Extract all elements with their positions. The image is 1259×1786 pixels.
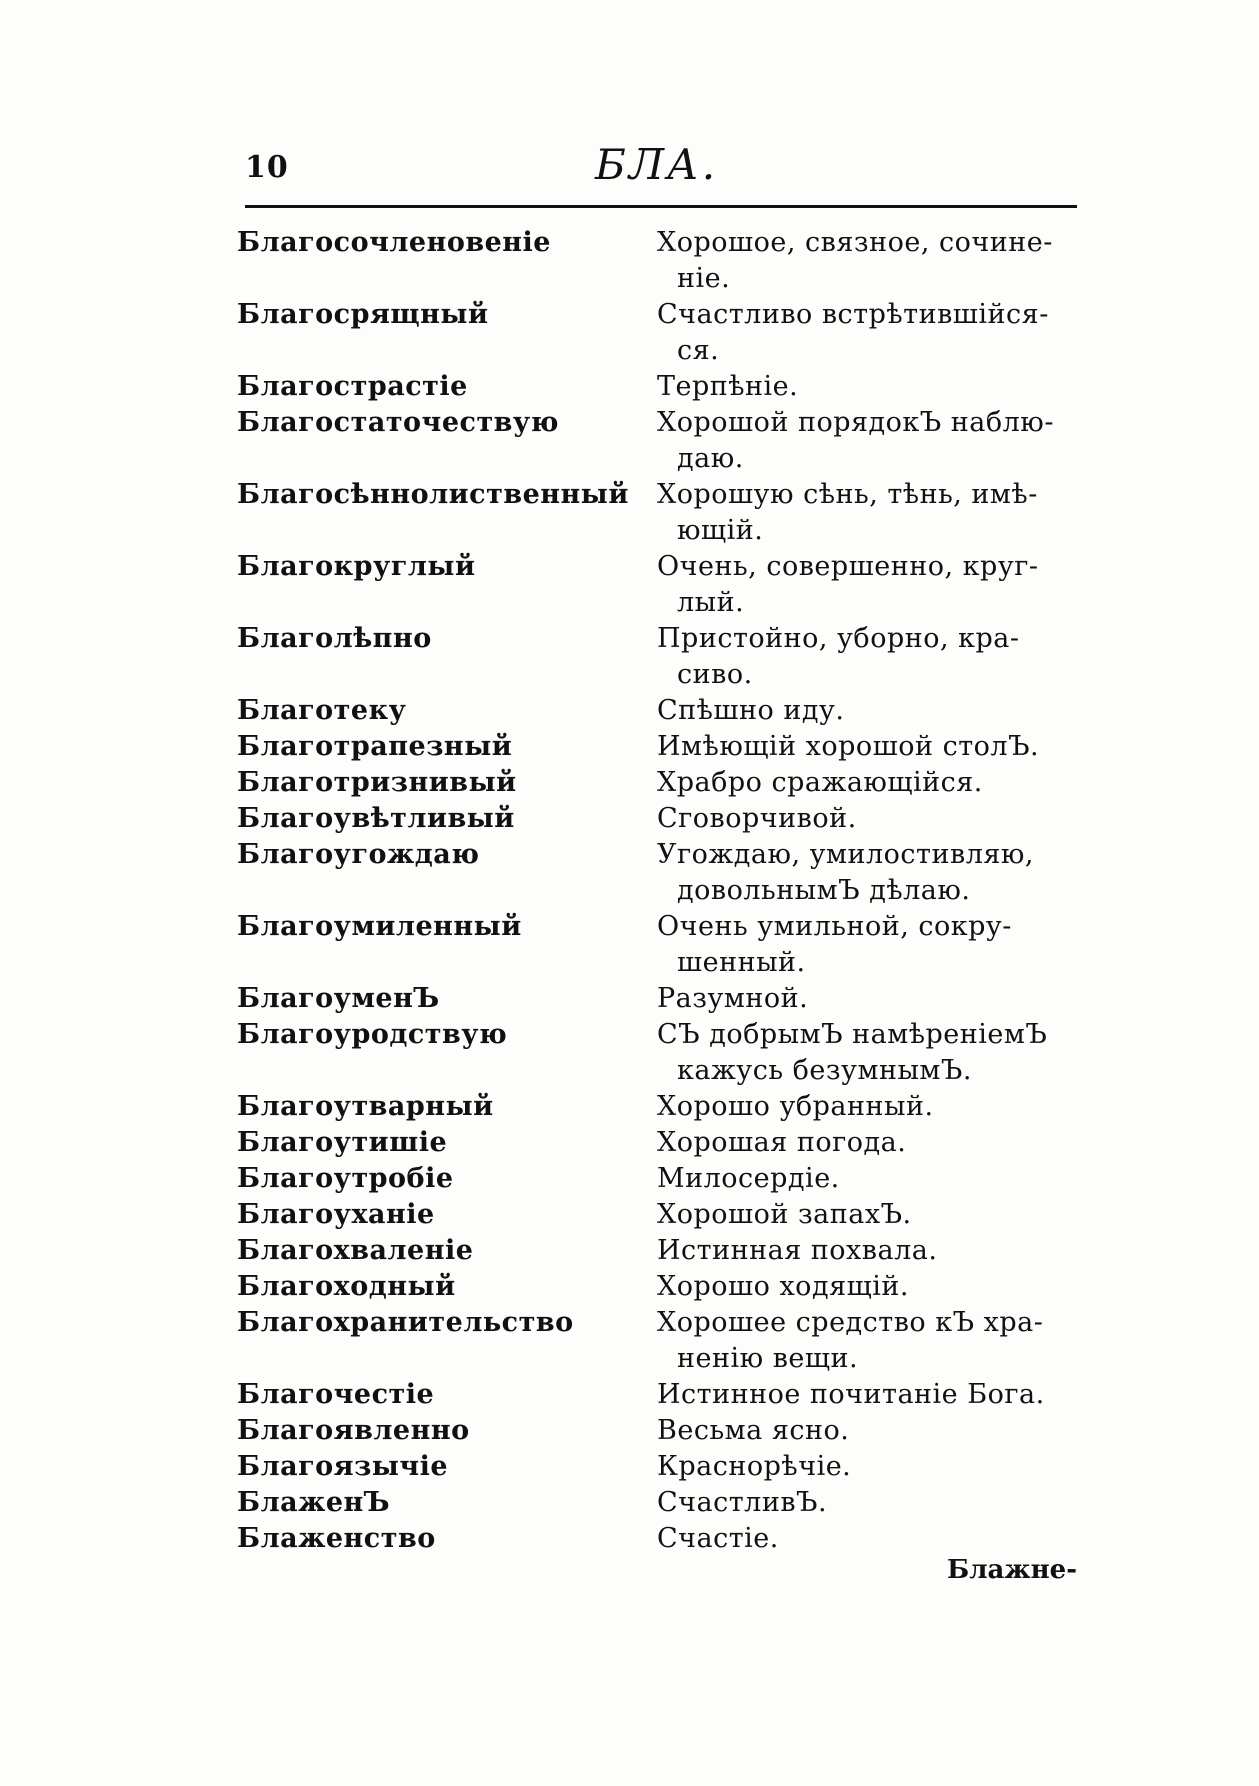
headword: Благосрящный [237,299,489,330]
definition-line: Спѣшно иду. [657,695,845,726]
definition-line: Счастіе. [657,1523,779,1554]
definition-line: Весьма ясно. [657,1415,850,1446]
definition-continuation: шенный. [677,947,806,978]
definition [657,765,1077,801]
headword: Блаженство [237,1523,436,1554]
dictionary-entry [237,1125,1077,1161]
definition [657,837,1077,909]
definition [657,1485,1077,1521]
definition-line: Очень, совершенно, круг- [657,551,1039,582]
dictionary-entry [237,765,1077,801]
definition [657,1089,1077,1125]
definition [657,1197,1077,1233]
definition-continuation: даю. [677,443,744,474]
page-number: 10 [245,150,289,185]
definition [657,1017,1077,1089]
definition [657,477,1077,549]
headword: Благочестіе [237,1379,435,1410]
definition [657,693,1077,729]
dictionary-entry [237,1377,1077,1413]
dictionary-entry [237,1269,1077,1305]
headword: Благоугождаю [237,839,480,870]
definition [657,369,1077,405]
definition-line: Пристойно, уборно, кра- [657,623,1020,654]
dictionary-entry [237,477,1077,549]
headword: Благохваленіе [237,1235,474,1266]
definition-continuation: ніе. [677,263,731,294]
headword: Благоуханіе [237,1199,435,1230]
definition [657,1377,1077,1413]
dictionary-entry [237,621,1077,693]
dictionary-entry [237,909,1077,981]
definition-line: Имѣющій хорошой столЪ. [657,731,1040,762]
dictionary-entry [237,693,1077,729]
definition [657,1269,1077,1305]
definition [657,1413,1077,1449]
definition [657,549,1077,621]
dictionary-entry [237,801,1077,837]
dictionary-entry [237,297,1077,369]
definition-continuation: довольнымЪ дѣлаю. [677,875,971,906]
definition-continuation: лый. [677,587,745,618]
definition [657,1521,1077,1557]
definition-line: Истинная похвала. [657,1235,938,1266]
headword: Благосочленовеніе [237,227,551,258]
definition [657,1161,1077,1197]
headword: БлагоуменЪ [237,983,440,1014]
running-head: БЛА. [595,140,719,189]
definition [657,225,1077,297]
dictionary-entry [237,405,1077,477]
dictionary-entry [237,1089,1077,1125]
definition-line: Хорошая погода. [657,1127,907,1158]
headword: Благостаточествую [237,407,559,438]
definition-line: Храбро сражающійся. [657,767,983,798]
dictionary-entry [237,1017,1077,1089]
catchword: Блажне- [946,1555,1077,1585]
headword: Благоуродствую [237,1019,508,1050]
definition-line: Счастливо встрѣтившійся- [657,299,1049,330]
header-rule [245,205,1077,208]
headword: Благоходный [237,1271,456,1302]
headword: БлаженЪ [237,1487,391,1518]
headword: Благосѣннолиственный [237,479,629,510]
definition-continuation: кажусь безумнымЪ. [677,1055,972,1086]
headword: Благохранительство [237,1307,574,1338]
headword: Благотризнивый [237,767,517,798]
headword: Благоутробіе [237,1163,454,1194]
headword: Благоутишіе [237,1127,448,1158]
headword: Благоявленно [237,1415,470,1446]
dictionary-entry [237,1197,1077,1233]
definition [657,909,1077,981]
dictionary-entry [237,1161,1077,1197]
definition-line: Разумной. [657,983,809,1014]
dictionary-entry [237,549,1077,621]
headword: Благотрапезный [237,731,513,762]
dictionary-entry [237,981,1077,1017]
definition-line: Терпѣніе. [657,371,799,402]
definition-continuation: сиво. [677,659,753,690]
dictionary-entry [237,1233,1077,1269]
definition [657,621,1077,693]
definition [657,405,1077,477]
definition-continuation: ненію вещи. [677,1343,859,1374]
definition-line: Хорошее средство кЪ хра- [657,1307,1044,1338]
headword: Благокруглый [237,551,476,582]
definition [657,981,1077,1017]
dictionary-entry [237,369,1077,405]
headword: Благострастіе [237,371,468,402]
headword: Благоумиленный [237,911,522,942]
dictionary-entry [237,1521,1077,1557]
definition-line: Хорошое, связное, сочине- [657,227,1053,258]
definition-line: Краснорѣчіе. [657,1451,852,1482]
dictionary-entry [237,837,1077,909]
definition-continuation: ющій. [677,515,764,546]
definition-line: Милосердіе. [657,1163,840,1194]
definition-line: Сговорчивой. [657,803,857,834]
dictionary-entry [237,1485,1077,1521]
dictionary-entry [237,225,1077,297]
definition-line: Хорошо ходящій. [657,1271,909,1302]
definition [657,1305,1077,1377]
headword: Благоувѣтливый [237,803,515,834]
definition [657,729,1077,765]
entry-list [237,225,1077,1557]
definition-line: Хорошой запахЪ. [657,1199,912,1230]
definition-continuation: ся. [677,335,720,366]
definition-line: Хорошо убранный. [657,1091,934,1122]
definition-line: Хорошой порядокЪ наблю- [657,407,1054,438]
dictionary-entry [237,729,1077,765]
headword: Благолѣпно [237,623,432,654]
definition [657,1449,1077,1485]
definition-line: СчастливЪ. [657,1487,828,1518]
definition-line: СЪ добрымЪ намѣреніемЪ [657,1019,1048,1050]
definition-line: Очень умильной, сокру- [657,911,1012,942]
definition [657,1233,1077,1269]
definition [657,801,1077,837]
definition [657,297,1077,369]
headword: Благотеку [237,695,407,726]
headword: Благоутварный [237,1091,494,1122]
headword: Благоязычіе [237,1451,449,1482]
definition-line: Истинное почитаніе Бога. [657,1379,1045,1410]
definition [657,1125,1077,1161]
definition-line: Хорошую сѣнь, тѣнь, имѣ- [657,479,1038,510]
dictionary-entry [237,1449,1077,1485]
dictionary-entry [237,1413,1077,1449]
dictionary-entry [237,1305,1077,1377]
definition-line: Угождаю, умилостивляю, [657,839,1034,870]
